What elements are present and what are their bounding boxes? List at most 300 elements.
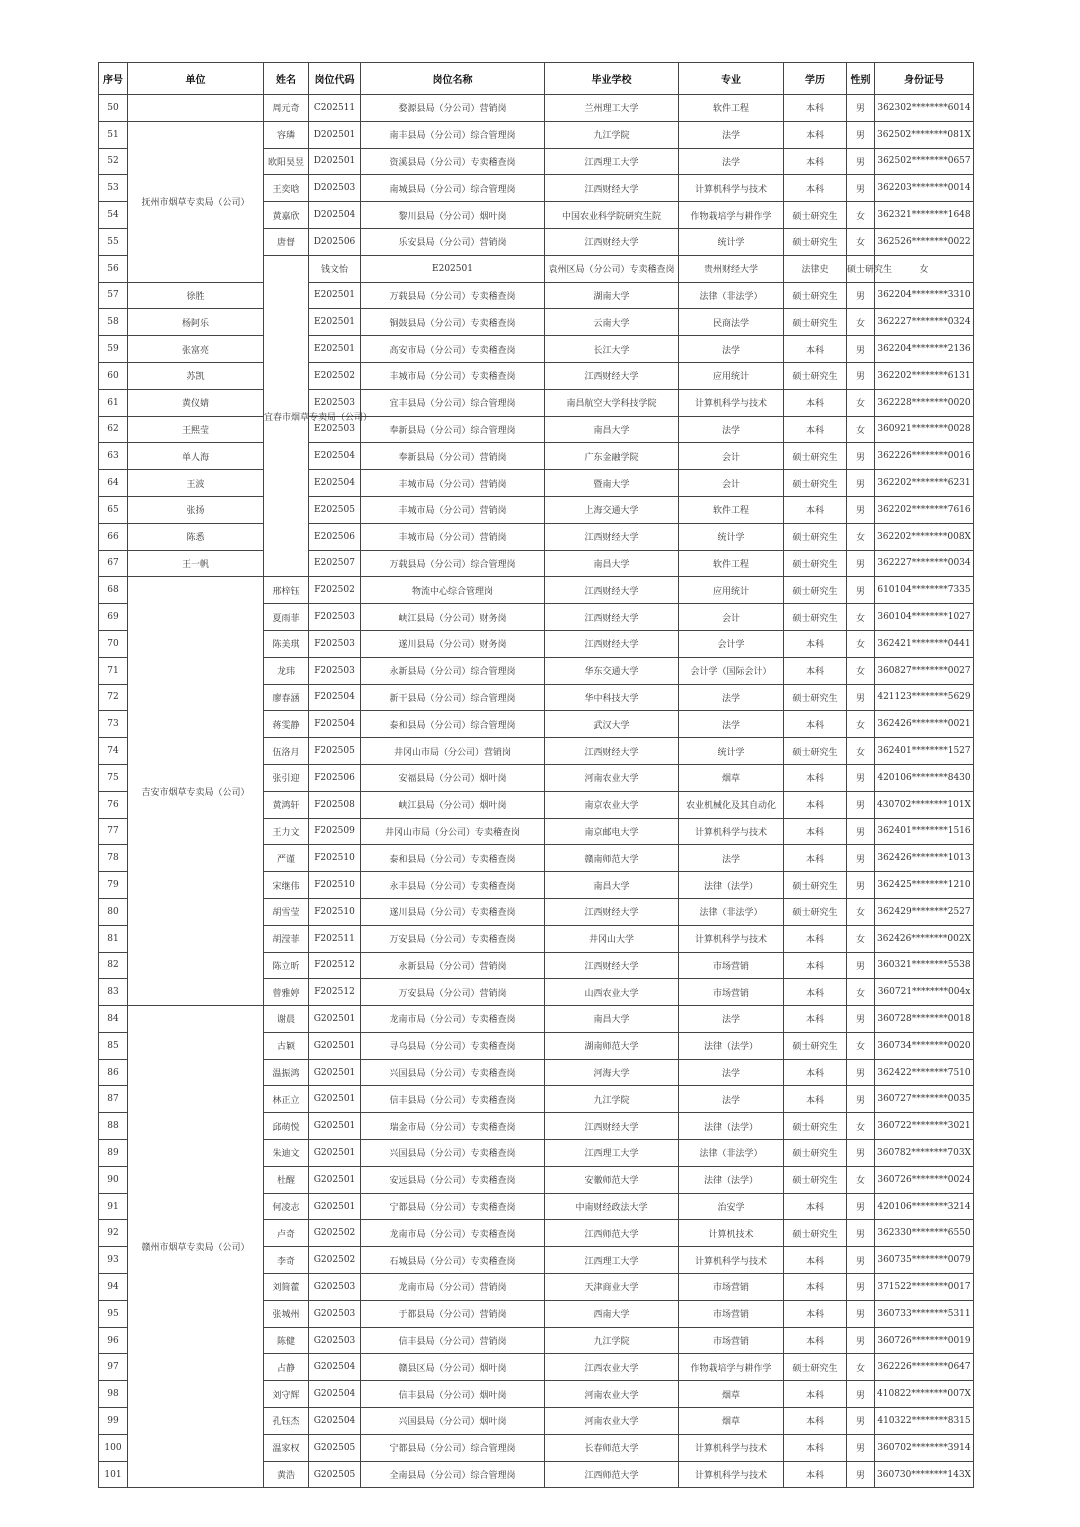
name-cell: 占静 [264, 1354, 309, 1381]
row-number-cell: 84 [99, 1006, 128, 1033]
sex-cell: 男 [847, 1274, 875, 1301]
major-cell: 市场营销 [679, 952, 784, 979]
education-cell: 硕士研究生 [784, 309, 847, 336]
post-name-cell: 龙南市局（分公司）专卖稽查岗 [361, 1006, 545, 1033]
table-row [99, 95, 974, 122]
post-name-cell: 永新县局（分公司）营销岗 [361, 952, 545, 979]
header-cell-school: 毕业学校 [545, 63, 679, 95]
name-cell: 钱文怡 [309, 255, 361, 282]
school-cell: 井冈山大学 [545, 925, 679, 952]
sex-cell: 女 [847, 738, 875, 765]
post-name-cell: 遂川县局（分公司）财务岗 [361, 630, 545, 657]
major-cell: 计算机技术 [679, 1220, 784, 1247]
name-cell: 黄仪婧 [128, 389, 264, 416]
major-cell: 法学 [679, 684, 784, 711]
education-cell: 本科 [784, 389, 847, 416]
name-cell: 严谨 [264, 845, 309, 872]
name-cell: 单人海 [128, 443, 264, 470]
header-cell-no: 序号 [99, 63, 128, 95]
table-row [99, 336, 974, 363]
name-cell: 王熙莹 [128, 416, 264, 443]
major-cell: 软件工程 [679, 95, 784, 122]
sex-cell: 男 [847, 1006, 875, 1033]
post-code-cell: E202504 [309, 470, 361, 497]
id-number-cell: 362426********1013 [875, 845, 974, 872]
header-cell-post-name: 岗位名称 [361, 63, 545, 95]
school-cell: 上海交通大学 [545, 496, 679, 523]
row-number-cell: 92 [99, 1220, 128, 1247]
row-number-cell: 59 [99, 336, 128, 363]
post-code-cell: G202501 [309, 1086, 361, 1113]
post-name-cell: 袁州区局（分公司）专卖稽查岗 [545, 255, 679, 282]
school-cell: 南京邮电大学 [545, 818, 679, 845]
education-cell: 硕士研究生 [784, 1113, 847, 1140]
id-number-cell: 360921********0028 [875, 416, 974, 443]
sex-cell: 女 [847, 1166, 875, 1193]
major-cell: 法学 [679, 416, 784, 443]
major-cell: 烟草 [679, 1408, 784, 1435]
id-number-cell: 362204********3310 [875, 282, 974, 309]
post-code-cell: D202504 [309, 202, 361, 229]
post-name-cell: 南丰县局（分公司）综合管理岗 [361, 121, 545, 148]
name-cell: 苏凯 [128, 362, 264, 389]
row-number-cell: 62 [99, 416, 128, 443]
post-code-cell: E202502 [309, 362, 361, 389]
name-cell: 黄嘉欣 [264, 202, 309, 229]
school-cell: 江西财经大学 [545, 362, 679, 389]
school-cell: 河南农业大学 [545, 1381, 679, 1408]
school-cell: 江西理工大学 [545, 148, 679, 175]
education-cell: 本科 [784, 791, 847, 818]
id-number-cell: 371522********0017 [875, 1274, 974, 1301]
id-number-cell: 362302********6014 [875, 95, 974, 122]
major-cell: 民商法学 [679, 309, 784, 336]
row-number-cell: 97 [99, 1354, 128, 1381]
major-cell: 计算机科学与技术 [679, 1247, 784, 1274]
major-cell: 法律（非法学） [679, 1140, 784, 1167]
major-cell: 统计学 [679, 523, 784, 550]
row-number-cell: 75 [99, 764, 128, 791]
education-cell: 硕士研究生 [784, 443, 847, 470]
education-cell: 本科 [784, 1247, 847, 1274]
sex-cell: 男 [847, 175, 875, 202]
post-name-cell: 万安县局（分公司）营销岗 [361, 979, 545, 1006]
education-cell: 硕士研究生 [784, 470, 847, 497]
row-number-cell: 95 [99, 1300, 128, 1327]
table-row [99, 362, 974, 389]
education-cell: 硕士研究生 [784, 202, 847, 229]
recruitment-roster-table [98, 62, 974, 1488]
major-cell: 市场营销 [679, 1327, 784, 1354]
row-number-cell: 93 [99, 1247, 128, 1274]
name-cell: 杜醒 [264, 1166, 309, 1193]
name-cell: 温家权 [264, 1434, 309, 1461]
education-cell: 本科 [784, 952, 847, 979]
education-cell: 硕士研究生 [784, 577, 847, 604]
post-code-cell: F202503 [309, 630, 361, 657]
post-name-cell: 丰城市局（分公司）营销岗 [361, 523, 545, 550]
post-name-cell: 万载县局（分公司）专卖稽查岗 [361, 282, 545, 309]
row-number-cell: 58 [99, 309, 128, 336]
post-code-cell: G202502 [309, 1220, 361, 1247]
sex-cell: 男 [847, 952, 875, 979]
row-number-cell: 72 [99, 684, 128, 711]
name-cell: 欧阳昊昱 [264, 148, 309, 175]
school-cell: 中国农业科学院研究生院 [545, 202, 679, 229]
school-cell: 江西财经大学 [545, 952, 679, 979]
school-cell: 长春师范大学 [545, 1434, 679, 1461]
id-number-cell: 362202********7616 [875, 496, 974, 523]
school-cell: 湖南师范大学 [545, 1032, 679, 1059]
post-code-cell: E202501 [309, 282, 361, 309]
school-cell: 中南财经政法大学 [545, 1193, 679, 1220]
sex-cell: 女 [847, 389, 875, 416]
name-cell: 杨阿乐 [128, 309, 264, 336]
name-cell: 容璘 [264, 121, 309, 148]
sex-cell: 男 [847, 443, 875, 470]
sex-cell: 女 [847, 979, 875, 1006]
post-name-cell: 万载县局（分公司）综合管理岗 [361, 550, 545, 577]
name-cell: 周元奇 [264, 95, 309, 122]
header-cell-unit: 单位 [128, 63, 264, 95]
name-cell: 林正立 [264, 1086, 309, 1113]
id-number-cell: 430702********101X [875, 791, 974, 818]
sex-cell: 男 [847, 148, 875, 175]
education-cell: 硕士研究生 [784, 1220, 847, 1247]
post-code-cell: E202501 [309, 309, 361, 336]
school-cell: 江西师范大学 [545, 1220, 679, 1247]
row-number-cell: 60 [99, 362, 128, 389]
id-number-cell: 362227********0034 [875, 550, 974, 577]
education-cell: 本科 [784, 657, 847, 684]
post-name-cell: 新干县局（分公司）综合管理岗 [361, 684, 545, 711]
row-number-cell: 69 [99, 604, 128, 631]
id-number-cell: 421123********5629 [875, 684, 974, 711]
school-cell: 南昌大学 [545, 550, 679, 577]
post-name-cell: 宜丰县局（分公司）综合管理岗 [361, 389, 545, 416]
education-cell: 本科 [784, 979, 847, 1006]
sex-cell: 男 [847, 845, 875, 872]
school-cell: 河南农业大学 [545, 1408, 679, 1435]
major-cell: 作物栽培学与耕作学 [679, 202, 784, 229]
table-row [99, 496, 974, 523]
post-code-cell: F202503 [309, 604, 361, 631]
id-number-cell: 360722********3021 [875, 1113, 974, 1140]
school-cell: 江西农业大学 [545, 1354, 679, 1381]
sex-cell: 男 [847, 1408, 875, 1435]
school-cell: 河南农业大学 [545, 764, 679, 791]
post-name-cell: 寻乌县局（分公司）专卖稽查岗 [361, 1032, 545, 1059]
education-cell: 硕士研究生 [784, 228, 847, 255]
school-cell: 南昌航空大学科技学院 [545, 389, 679, 416]
post-name-cell: 资溪县局（分公司）专卖稽查岗 [361, 148, 545, 175]
major-cell: 作物栽培学与耕作学 [679, 1354, 784, 1381]
post-name-cell: 乐安县局（分公司）营销岗 [361, 228, 545, 255]
post-name-cell: 兴国县局（分公司）专卖稽查岗 [361, 1140, 545, 1167]
post-code-cell: E202503 [309, 416, 361, 443]
row-number-cell: 50 [99, 95, 128, 122]
name-cell: 李奇 [264, 1247, 309, 1274]
school-cell: 湖南大学 [545, 282, 679, 309]
post-code-cell: G202503 [309, 1327, 361, 1354]
unit-cell: 抚州市烟草专卖局（公司） [128, 121, 264, 282]
sex-cell: 男 [847, 1300, 875, 1327]
post-code-cell: G202501 [309, 1113, 361, 1140]
post-code-cell: E202507 [309, 550, 361, 577]
major-cell: 计算机科学与技术 [679, 925, 784, 952]
post-code-cell: F202510 [309, 898, 361, 925]
row-number-cell: 66 [99, 523, 128, 550]
education-cell: 本科 [784, 764, 847, 791]
unit-cell: 宜春市烟草专卖局（公司） [264, 255, 309, 577]
sex-cell: 女 [847, 1032, 875, 1059]
major-cell: 统计学 [679, 738, 784, 765]
post-code-cell: F202508 [309, 791, 361, 818]
post-name-cell: 铜鼓县局（分公司）专卖稽查岗 [361, 309, 545, 336]
post-name-cell: 宁都县局（分公司）综合管理岗 [361, 1434, 545, 1461]
id-number-cell: 362204********2136 [875, 336, 974, 363]
major-cell: 计算机科学与技术 [679, 1461, 784, 1488]
major-cell: 计算机科学与技术 [679, 175, 784, 202]
name-cell: 廖春涵 [264, 684, 309, 711]
id-number-cell: 362426********002X [875, 925, 974, 952]
sex-cell: 女 [847, 202, 875, 229]
name-cell: 陈立昕 [264, 952, 309, 979]
unit-cell: 吉安市烟草专卖局（公司） [128, 577, 264, 1006]
education-cell: 本科 [784, 121, 847, 148]
sex-cell: 女 [847, 711, 875, 738]
sex-cell: 男 [847, 1140, 875, 1167]
name-cell: 古颖 [264, 1032, 309, 1059]
school-cell: 云南大学 [545, 309, 679, 336]
post-code-cell: F202512 [309, 979, 361, 1006]
post-name-cell: 南城县局（分公司）综合管理岗 [361, 175, 545, 202]
name-cell: 刘守辉 [264, 1381, 309, 1408]
education-cell: 硕士研究生 [784, 362, 847, 389]
school-cell: 贵州财经大学 [679, 255, 784, 282]
row-number-cell: 99 [99, 1408, 128, 1435]
education-cell: 本科 [784, 845, 847, 872]
post-name-cell: 宁都县局（分公司）专卖稽查岗 [361, 1193, 545, 1220]
sex-cell: 女 [847, 925, 875, 952]
header-cell-sex: 性别 [847, 63, 875, 95]
major-cell: 法学 [679, 1086, 784, 1113]
school-cell: 华东交通大学 [545, 657, 679, 684]
post-name-cell: 婺源县局（分公司）营销岗 [361, 95, 545, 122]
sex-cell: 女 [847, 309, 875, 336]
header-cell-post-code: 岗位代码 [309, 63, 361, 95]
post-code-cell: G202503 [309, 1274, 361, 1301]
major-cell: 法律（非法学） [679, 898, 784, 925]
sex-cell: 男 [847, 1461, 875, 1488]
post-name-cell: 信丰县局（分公司）专卖稽查岗 [361, 1086, 545, 1113]
major-cell: 应用统计 [679, 577, 784, 604]
row-number-cell: 57 [99, 282, 128, 309]
id-number-cell: 362202********6231 [875, 470, 974, 497]
post-code-cell: E202501 [309, 336, 361, 363]
id-number-cell: 362426********0021 [875, 711, 974, 738]
post-code-cell: D202501 [309, 148, 361, 175]
education-cell: 硕士研究生 [784, 738, 847, 765]
post-code-cell: G202504 [309, 1354, 361, 1381]
post-name-cell: 兴国县局（分公司）烟叶岗 [361, 1408, 545, 1435]
name-cell: 黄鸿轩 [264, 791, 309, 818]
post-name-cell: 峡江县局（分公司）财务岗 [361, 604, 545, 631]
education-cell: 硕士研究生 [784, 1032, 847, 1059]
major-cell: 烟草 [679, 764, 784, 791]
id-number-cell: 360827********0027 [875, 657, 974, 684]
post-name-cell: 高安市局（分公司）专卖稽查岗 [361, 336, 545, 363]
id-number-cell: 360721********004x [875, 979, 974, 1006]
table-row [99, 389, 974, 416]
header-cell-education: 学历 [784, 63, 847, 95]
id-number-cell: 360782********703X [875, 1140, 974, 1167]
id-number-cell: 362227********0324 [875, 309, 974, 336]
post-code-cell: F202504 [309, 711, 361, 738]
school-cell: 南京农业大学 [545, 791, 679, 818]
education-cell: 本科 [784, 1434, 847, 1461]
table-row [99, 282, 974, 309]
school-cell: 河海大学 [545, 1059, 679, 1086]
major-cell: 软件工程 [679, 496, 784, 523]
sex-cell: 男 [847, 121, 875, 148]
name-cell: 王一帆 [128, 550, 264, 577]
sex-cell: 男 [847, 872, 875, 899]
post-code-cell: F202512 [309, 952, 361, 979]
id-number-cell: 362226********0016 [875, 443, 974, 470]
row-number-cell: 80 [99, 898, 128, 925]
sex-cell: 男 [847, 362, 875, 389]
major-cell: 会计 [679, 604, 784, 631]
major-cell: 烟草 [679, 1381, 784, 1408]
post-code-cell: G202501 [309, 1059, 361, 1086]
major-cell: 法律（法学） [679, 1166, 784, 1193]
sex-cell: 男 [847, 1247, 875, 1274]
major-cell: 法学 [679, 1059, 784, 1086]
major-cell: 会计学 [679, 630, 784, 657]
sex-cell: 女 [847, 1113, 875, 1140]
education-cell: 本科 [784, 95, 847, 122]
name-cell: 陈健 [264, 1327, 309, 1354]
name-cell: 黄浩 [264, 1461, 309, 1488]
row-number-cell: 56 [99, 255, 128, 282]
post-name-cell: 物流中心综合管理岗 [361, 577, 545, 604]
school-cell: 暨南大学 [545, 470, 679, 497]
education-cell: 本科 [784, 630, 847, 657]
row-number-cell: 63 [99, 443, 128, 470]
id-number-cell: 360728********0018 [875, 1006, 974, 1033]
row-number-cell: 77 [99, 818, 128, 845]
name-cell: 张城州 [264, 1300, 309, 1327]
education-cell: 硕士研究生 [784, 898, 847, 925]
name-cell: 孔钰杰 [264, 1408, 309, 1435]
row-number-cell: 52 [99, 148, 128, 175]
post-name-cell: 井冈山市局（分公司）营销岗 [361, 738, 545, 765]
education-cell: 本科 [784, 925, 847, 952]
education-cell: 本科 [784, 1327, 847, 1354]
row-number-cell: 89 [99, 1140, 128, 1167]
row-number-cell: 91 [99, 1193, 128, 1220]
sex-cell: 男 [847, 1381, 875, 1408]
sex-cell: 男 [847, 470, 875, 497]
row-number-cell: 67 [99, 550, 128, 577]
major-cell: 市场营销 [679, 1274, 784, 1301]
row-number-cell: 61 [99, 389, 128, 416]
post-code-cell: G202501 [309, 1140, 361, 1167]
unit-cell [128, 95, 264, 122]
major-cell: 法律史 [784, 255, 847, 282]
post-name-cell: 丰城市局（分公司）营销岗 [361, 470, 545, 497]
table-row [99, 577, 974, 604]
name-cell: 王波 [128, 470, 264, 497]
school-cell: 江西财经大学 [545, 1113, 679, 1140]
post-name-cell: 兴国县局（分公司）专卖稽查岗 [361, 1059, 545, 1086]
table-row [99, 121, 974, 148]
id-number-cell: 360321********5538 [875, 952, 974, 979]
school-cell: 山西农业大学 [545, 979, 679, 1006]
post-name-cell: 信丰县局（分公司）营销岗 [361, 1327, 545, 1354]
row-number-cell: 98 [99, 1381, 128, 1408]
education-cell: 硕士研究生 [784, 1166, 847, 1193]
post-name-cell: 安远县局（分公司）专卖稽查岗 [361, 1166, 545, 1193]
post-code-cell: F202510 [309, 845, 361, 872]
education-cell: 本科 [784, 496, 847, 523]
id-number-cell: 362202********6131 [875, 362, 974, 389]
id-number-cell: 362502********081X [875, 121, 974, 148]
school-cell: 西南大学 [545, 1300, 679, 1327]
education-cell: 本科 [784, 1461, 847, 1488]
post-name-cell: 龙南市局（分公司）专卖稽查岗 [361, 1220, 545, 1247]
sex-cell: 男 [847, 1086, 875, 1113]
row-number-cell: 54 [99, 202, 128, 229]
sex-cell: 女 [847, 630, 875, 657]
unit-cell: 赣州市烟草专卖局（公司） [128, 1006, 264, 1488]
id-number-cell: 362401********1527 [875, 738, 974, 765]
id-number-cell: 410822********007X [875, 1381, 974, 1408]
post-name-cell: 黎川县局（分公司）烟叶岗 [361, 202, 545, 229]
sex-cell: 男 [847, 1434, 875, 1461]
post-code-cell: G202504 [309, 1381, 361, 1408]
name-cell: 张引迎 [264, 764, 309, 791]
name-cell: 龙玮 [264, 657, 309, 684]
name-cell: 夏雨菲 [264, 604, 309, 631]
name-cell: 卢奇 [264, 1220, 309, 1247]
school-cell: 南昌大学 [545, 1006, 679, 1033]
id-number-cell: 610104********7335 [875, 577, 974, 604]
school-cell: 南昌大学 [545, 416, 679, 443]
name-cell: 曾雅婷 [264, 979, 309, 1006]
post-code-cell: F202510 [309, 872, 361, 899]
sex-cell: 女 [875, 255, 974, 282]
post-name-cell: 全南县局（分公司）综合管理岗 [361, 1461, 545, 1488]
sex-cell: 男 [847, 336, 875, 363]
row-number-cell: 71 [99, 657, 128, 684]
post-code-cell: G202503 [309, 1300, 361, 1327]
post-name-cell: 安福县局（分公司）烟叶岗 [361, 764, 545, 791]
post-code-cell: E202506 [309, 523, 361, 550]
post-code-cell: G202504 [309, 1408, 361, 1435]
name-cell: 伍洛月 [264, 738, 309, 765]
sex-cell: 男 [847, 818, 875, 845]
row-number-cell: 76 [99, 791, 128, 818]
sex-cell: 女 [847, 523, 875, 550]
header-cell-id-number: 身份证号 [875, 63, 974, 95]
id-number-cell: 360734********0020 [875, 1032, 974, 1059]
sex-cell: 女 [847, 898, 875, 925]
id-number-cell: 420106********3214 [875, 1193, 974, 1220]
name-cell: 邢梓钰 [264, 577, 309, 604]
name-cell: 陈悉 [128, 523, 264, 550]
